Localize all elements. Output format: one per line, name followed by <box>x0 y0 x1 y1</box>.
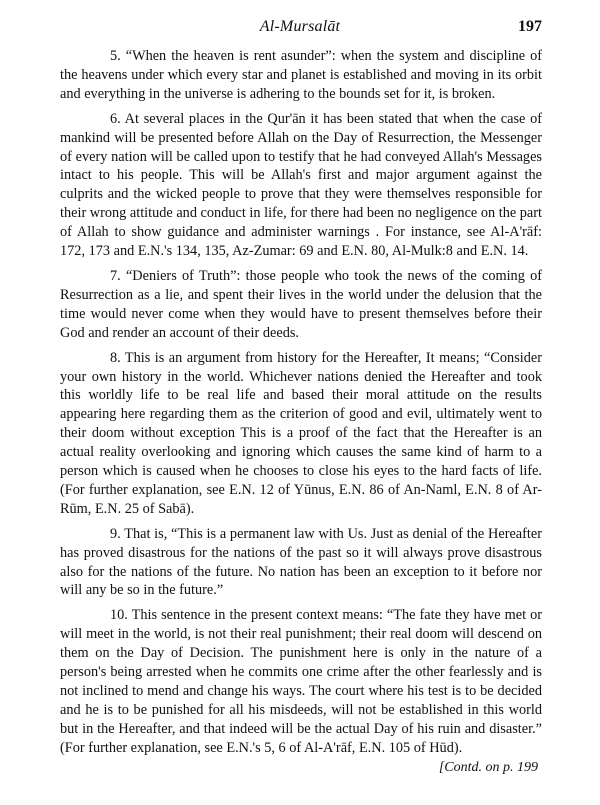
note-6: 6. At several places in the Qur'ān it has been stated that when the case of mankind will be presented before Allah on the Day of Resurrection, the Messenger of every nation will be called upon to testify that he had conveyed Allah's Messages intact to his people. This will be Allah's first and major argument against the culprits and the wicked people to prove that they were themselves responsible for their wrong attitude and conduct in life, for there had been no negligence on the part of Allah to show guidance and administer warnings . For instance, see Al-A'rāf: 172, 173 and E.N.'s 134, 135, Az-Zumar: 69 and E.N. 80, Al-Mulk:8 and E.N. 14. <box>60 110 542 260</box>
page-number: 197 <box>518 18 542 35</box>
continuation-note: [Contd. on p. 199 <box>438 760 538 775</box>
running-head <box>0 18 600 42</box>
note-9: 9. That is, “This is a permanent law with Us. Just as denial of the Hereafter has proved disastrous for the nations of the past so it will always prove disastrous also for the nations of the future. No nation has been an exception to it before nor will any be so in the future.” <box>60 525 542 599</box>
note-10: 10. This sentence in the present context means: “The fate they have met or will meet in the world, is not their real punishment; their real doom will descend on them on the Day of Decision. The punishment here is only in the nature of a person's being arrested when he commits one crime after the other fearlessly and is not inclined to mend and change his ways. The court where his test is to be decided and he is to be punished for all his misdeeds, will not be established in this world but in the Hereafter, and that indeed will be the actual Day of his ruin and disaster.” (For further explanation, see E.N.'s 5, 6 of Al-A'rāf, E.N. 105 of Hūd). <box>60 607 542 756</box>
chapter-title: Al-Mursalāt <box>259 18 341 35</box>
note-8: 8. This is an argument from history for the Hereafter, It means; “Consider your own history in the world. Whichever nations denied the Hereafter and took this worldly life to be real life and based their moral attitude on the results appearing here regarding them as the criterion of good and evil, ultimately went to their doom without exception This is a proof of the fact that the Hereafter is an actual reality overlooking and ignoring which causes the same kind of harm to a person which is caused when he chooses to close his eyes to the hard facts of life. (For further explanation, see E.N. 12 of Yūnus, E.N. 86 of An-Naml, E.N. 8 of Ar-Rūm, E.N. 25 of Sabā). <box>60 349 542 517</box>
note-7: 7. “Deniers of Truth”: those people who took the news of the coming of Resurrection as a lie, and spent their lives in the world under the delusion that the time would never come when they would have to present themselves before their God and render an account of their deeds. <box>60 267 542 341</box>
note-5: 5. “When the heaven is rent asunder”: when the system and discipline of the heavens under which every star and planet is established and moving in its orbit and everything in the universe is adhering to the bounds set for it, is broken. <box>60 48 542 102</box>
notes-body <box>60 47 542 764</box>
